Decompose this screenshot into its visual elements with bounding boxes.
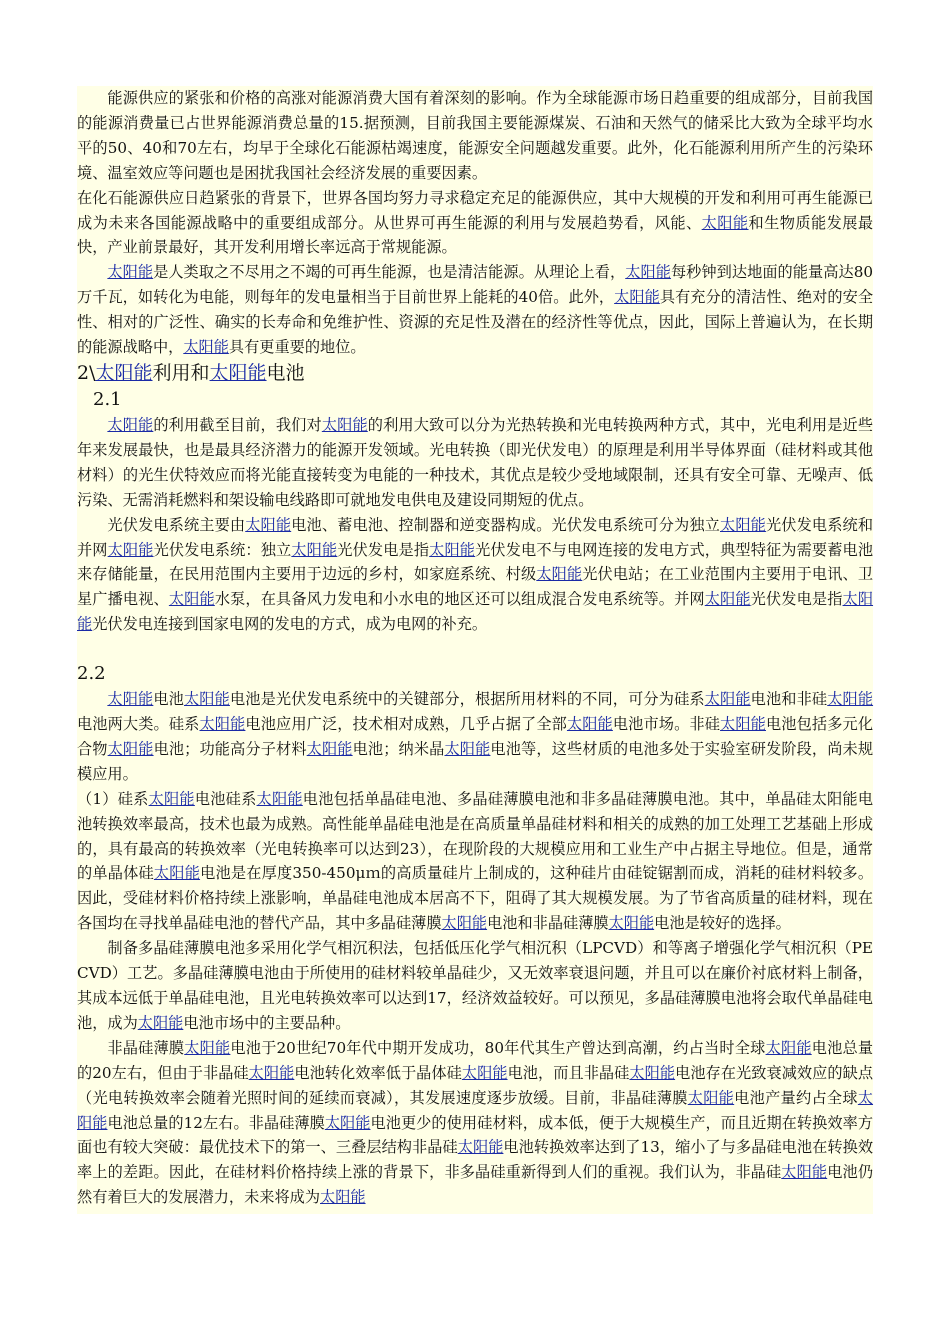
solar-energy-link[interactable]: 太阳能 [704, 690, 751, 709]
text-segment: 2.2 [77, 663, 106, 685]
subsection-heading-2-2 [77, 661, 873, 687]
text-segment: 电池是光伏发电系统中的关键部分，根据所用材料的不同，可分为硅系 [229, 690, 705, 709]
solar-energy-link[interactable]: 太阳能 [184, 1038, 231, 1057]
text-segment: 每秒钟到达地面的能量高达80万千瓦，如转化为电能，则每年的发电量相当于目前世界上能耗的40倍。此外， [77, 263, 874, 307]
text-segment: 光伏发电是指 [337, 540, 430, 559]
paragraph-3 [77, 260, 873, 360]
text-segment: 电池硅系 [194, 789, 257, 808]
text-segment: 电池两大类。硅系 [77, 715, 200, 734]
solar-energy-link[interactable]: 太阳能 [107, 690, 154, 709]
text-segment: 电池存在光致衰减效应的缺点（光电转换效率会随着光照时间的延续而衰减），其发展速度逐步放缓。目前，非晶硅薄膜 [77, 1063, 874, 1107]
solar-energy-link[interactable]: 太阳能 [827, 690, 874, 709]
text-segment: 电池应用广泛，技术相对成熟，几乎占据了全部 [245, 715, 567, 734]
text-segment: 电池市场中的主要品种。 [183, 1013, 351, 1032]
text-segment: 电池仍然有着巨大的发展潜力，未来将成为 [77, 1163, 874, 1207]
text-segment: 电池市场。非硅 [612, 715, 721, 734]
text-segment: 光伏发电连接到国家电网的发电的方式，成为电网的补充。 [92, 615, 488, 634]
text-segment: 光伏电站；在工业范围内主要用于电讯、卫星广播电视、 [77, 565, 874, 609]
text-segment: 电池更少的使用硅材料，成本低，便于大规模生产，而且近期在转换效率方面也有较大突破：最优技术下的第一、三叠层结构非晶硅 [77, 1113, 874, 1157]
text-segment: 电池 [266, 361, 305, 384]
solar-energy-link[interactable]: 太阳能 [168, 590, 215, 609]
text-segment: 电池总量的12左右。非晶硅薄膜 [107, 1113, 325, 1132]
paragraph-5 [77, 513, 873, 638]
solar-energy-link[interactable]: 太阳能 [291, 540, 338, 559]
section-heading-2 [77, 360, 873, 387]
solar-energy-link[interactable]: 太阳能 [429, 540, 476, 559]
solar-energy-link[interactable]: 太阳能 [107, 540, 154, 559]
text-segment: 利用和 [152, 361, 210, 384]
paragraph-6 [77, 687, 873, 787]
text-segment: 电池转化效率低于晶体硅 [294, 1063, 462, 1082]
text-segment: 具有充分的清洁性、绝对的安全性、相对的广泛性、确实的长寿命和免维护性、资源的充足性及潜在的经济性等优点，因此，国际上普遍认为，在长期的能源战略中， [77, 288, 874, 357]
solar-energy-link[interactable]: 太阳能 [701, 213, 749, 232]
solar-energy-link[interactable]: 太阳能 [183, 338, 229, 357]
solar-energy-link[interactable]: 太阳能 [720, 515, 766, 534]
solar-energy-link[interactable]: 太阳能 [536, 565, 583, 584]
solar-energy-link[interactable]: 太阳能 [320, 1188, 366, 1207]
text-segment: 电池产量约占全球 [734, 1088, 858, 1107]
text-segment: 制备多晶硅薄膜电池多采用化学气相沉积法，包括低压化学气相沉积（LPCVD）和等离子增强化学气相沉积（PECVD）工艺。多晶硅薄膜电池由于所使用的硅材料较单晶硅少，又无效率衰退问题，并且可以在廉价衬底材料上制备，其成本远低于单晶硅电池，且光电转换效率可以达到17，经济效益较好。可以预见，多晶硅薄膜电池将会取代单晶硅电池，成为 [77, 939, 873, 1032]
solar-energy-link[interactable]: 太阳能 [765, 1038, 812, 1057]
solar-energy-link[interactable]: 太阳能 [256, 789, 303, 808]
text-segment: 和生物质能发展最快，产业前景最好，其开发利用增长率远高于常规能源。 [77, 213, 874, 257]
solar-energy-link[interactable]: 太阳能 [137, 1013, 184, 1032]
text-segment: 是人类取之不尽用之不竭的可再生能源，也是清洁能源。从理论上看， [153, 263, 626, 282]
text-segment: 电池等，这些材质的电池多处于实验室研发阶段，尚未规模应用。 [77, 739, 874, 783]
text-segment: 电池总量的20左右，但由于非晶硅 [77, 1038, 873, 1082]
text-segment: 水泵，在具备风力发电和小水电的地区还可以组成混合发电系统等。并网 [214, 590, 705, 609]
solar-energy-link[interactable]: 太阳能 [444, 739, 491, 758]
solar-energy-link[interactable]: 太阳能 [148, 789, 195, 808]
solar-energy-link[interactable]: 太阳能 [306, 739, 353, 758]
text-segment: 电池转换效率达到了13，缩小了与多晶硅电池在转换效率上的差距。因此，在硅材料价格持续上涨的背景下，非多晶硅重新得到人们的重视。我们认为，非晶硅 [77, 1138, 874, 1182]
paragraph-1 [77, 86, 873, 186]
text-segment: 电池和非晶硅薄膜 [487, 914, 609, 933]
solar-energy-link[interactable]: 太阳能 [441, 914, 488, 933]
paragraph-8 [77, 936, 873, 1036]
text-segment: 2\ [77, 361, 96, 384]
text-segment: 2.1 [93, 388, 122, 410]
blank-line [77, 637, 873, 661]
solar-energy-link[interactable]: 太阳能 [566, 715, 613, 734]
text-segment: 电池包括多元化合物 [77, 715, 874, 758]
solar-energy-link[interactable]: 太阳能 [781, 1163, 828, 1182]
solar-energy-link[interactable]: 太阳能 [457, 1138, 504, 1157]
text-segment: 电池；功能高分子材料 [153, 739, 307, 758]
text-segment: 电池 [153, 690, 184, 709]
solar-energy-link[interactable]: 太阳能 [77, 1088, 874, 1132]
solar-energy-link[interactable]: 太阳能 [324, 1113, 371, 1132]
text-segment: 电池，而且非晶硅 [507, 1063, 630, 1082]
solar-energy-link[interactable]: 太阳能 [720, 715, 766, 734]
solar-energy-link[interactable]: 太阳能 [248, 1063, 295, 1082]
text-segment: 电池于20世纪70年代中期开发成功，80年代其生产曾达到高潮，约占当时全球 [230, 1038, 766, 1057]
solar-energy-link[interactable]: 太阳能 [107, 415, 154, 434]
paragraph-9 [77, 1036, 873, 1210]
solar-energy-link[interactable]: 太阳能 [629, 1063, 676, 1082]
paragraph-7 [77, 787, 873, 936]
solar-energy-link[interactable]: 太阳能 [461, 1063, 508, 1082]
solar-energy-link[interactable]: 太阳能 [245, 515, 292, 534]
solar-energy-link[interactable]: 太阳能 [77, 590, 874, 634]
text-segment: 的利用截至目前，我们对 [153, 415, 322, 434]
text-segment: 电池和非硅 [750, 690, 828, 709]
solar-energy-link[interactable]: 太阳能 [199, 715, 246, 734]
text-segment: 非晶硅薄膜 [107, 1038, 185, 1057]
text-segment: 光伏发电是指 [750, 590, 843, 609]
text-segment: 电池包括单晶硅电池、多晶硅薄膜电池和非多晶硅薄膜电池。其中，单晶硅太阳能电池转换效率最高，技术也最为成熟。高性能单晶硅电池是在高质量单晶硅材料和相关的成熟的加工处理工艺基础上形成的，具有最高的转换效率（光电转换率可以达到23），在现阶段的大规模应用和工业生产中占据主导地位。但是，通常的单晶体硅 [77, 789, 874, 883]
subsection-heading-2-1 [77, 387, 873, 413]
solar-energy-link[interactable]: 太阳能 [153, 864, 201, 883]
solar-energy-link[interactable]: 太阳能 [608, 914, 655, 933]
text-segment: 光伏发电系统：独立 [153, 540, 292, 559]
solar-energy-link[interactable]: 太阳能 [625, 263, 671, 282]
text-segment: 能源供应的紧张和价格的高涨对能源消费大国有着深刻的影响。作为全球能源市场日趋重要的组成部分，目前我国的能源消费量已占世界能源消费总量的15.据预测，目前我国主要能源煤炭、石油和天然气的储采比大致为全球平均水平的50、40和70左右，均早于全球化石能源枯竭速度，能源安全问题越发重要。此外，化石能源利用所产生的污染环境、温室效应等问题也是困扰我国社会经济发展的重要因素。 [77, 89, 873, 182]
text-segment: 光伏发电系统主要由 [107, 515, 246, 534]
solar-energy-link[interactable]: 太阳能 [209, 361, 267, 384]
solar-energy-link[interactable]: 太阳能 [95, 361, 153, 384]
solar-energy-link[interactable]: 太阳能 [687, 1088, 735, 1107]
text-segment: 光伏发电不与电网连接的发电方式，典型特征为需要蓄电池来存储能量，在民用范围内主要用于边远的乡村，如家庭系统、村级 [77, 540, 874, 584]
text-segment: 在化石能源供应日趋紧张的背景下，世界各国均努力寻求稳定充足的能源供应，其中大规模的开发和利用可再生能源已成为未来各国能源战略中的重要组成部分。从世界可再生能源的利用与发展趋势看，风能、 [77, 188, 873, 232]
paragraph-2 [77, 186, 873, 261]
text-segment: 电池是较好的选择。 [654, 914, 791, 933]
solar-energy-link[interactable]: 太阳能 [614, 288, 660, 307]
text-segment: 电池；纳米晶 [352, 739, 445, 758]
solar-energy-link[interactable]: 太阳能 [321, 415, 368, 434]
paragraph-4 [77, 413, 873, 513]
text-segment: 光伏发电系统和并网 [77, 515, 874, 559]
solar-energy-link[interactable]: 太阳能 [704, 590, 751, 609]
text-segment: （1）硅系 [77, 789, 149, 808]
document-body [77, 86, 873, 1214]
text-segment: 具有更重要的地位。 [228, 338, 366, 357]
text-segment: 的利用大致可以分为光热转换和光电转换两种方式，其中，光电利用是近些年来发展最快，也是最具经济潜力的能源开发领域。光电转换（即光伏发电）的原理是利用半导体界面（硅材料或其他材料）的光生伏特效应而将光能直接转变为电能的一种技术，其优点是较少受地域限制，还具有安全可靠、无噪声、低污染、无需消耗燃料和架设输电线路即可就地发电供电及建设同期短的优点。 [77, 415, 874, 509]
solar-energy-link[interactable]: 太阳能 [183, 690, 230, 709]
solar-energy-link[interactable]: 太阳能 [107, 263, 154, 282]
text-segment: 电池、蓄电池、控制器和逆变器构成。光伏发电系统可分为独立 [291, 515, 720, 534]
text-segment: 电池是在厚度350-450μｍ的高质量硅片上制成的，这种硅片由硅锭锯割而成，消耗的硅材料较多。因此，受硅材料价格持续上涨影响，单晶硅电池成本居高不下，阻碍了其大规模发展。为了节省高质量的硅材料，现在各国均在寻找单晶硅电池的替代产品，其中多晶硅薄膜 [77, 864, 874, 933]
solar-energy-link[interactable]: 太阳能 [107, 739, 154, 758]
